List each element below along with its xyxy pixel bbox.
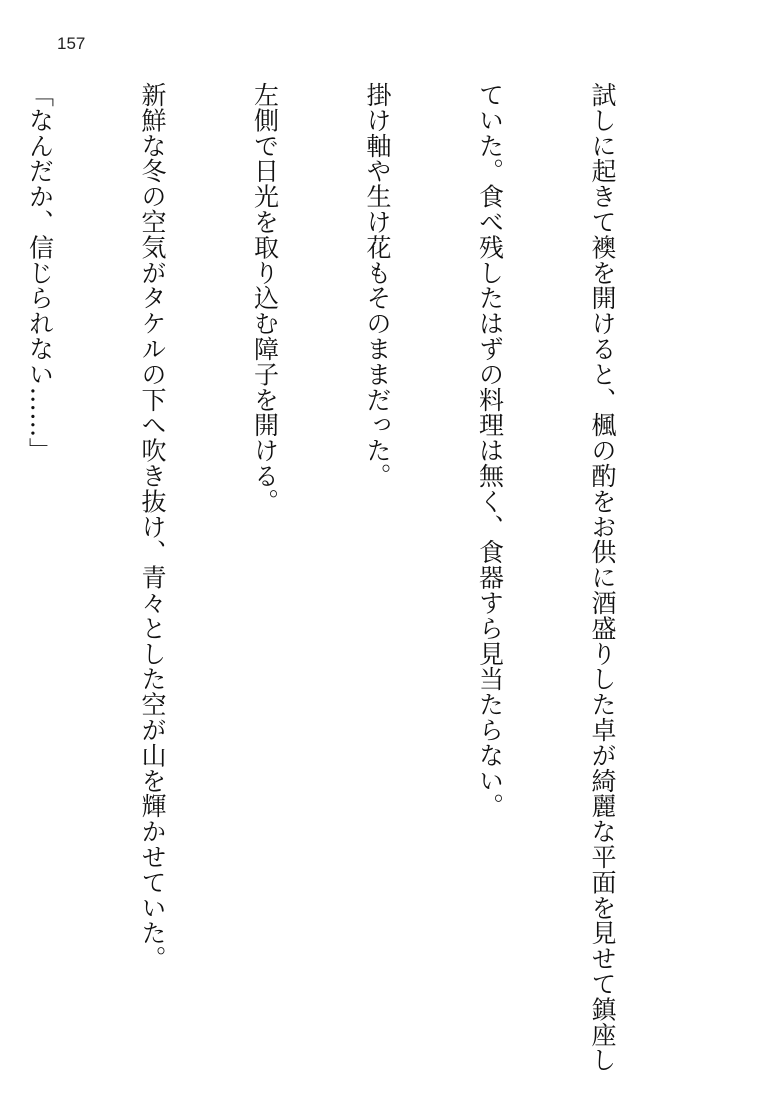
text-line: 試しに起きて襖を開けると、楓の酌をお供に酒盛りした卓が綺麗な平面を見せて鎮座し [588,82,617,1073]
text-line: 「なんだか、信じられない……」 [25,82,55,463]
text-line: 新鮮な冬の空気がタケルの下へ吹き抜け、青々とした空が山を輝かせていた。 [138,82,167,971]
text-line: 左側で日光を取り込む障子を開ける。 [250,82,280,514]
vertical-text-body [0,82,696,1073]
text-line: 掛け軸や生け花もそのままだった。 [363,82,392,489]
text-line: ていた。食べ残したはずの料理は無く、食器すら見当たらない。 [475,82,505,819]
page-number: 157 [57,34,86,53]
